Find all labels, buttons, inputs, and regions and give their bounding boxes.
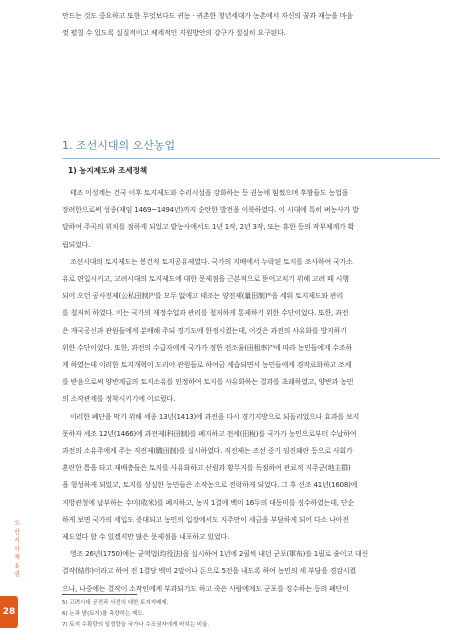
body-line: 혼란한 틈을 타고 재배층들은 토지를 사유화하고 산림과 황무지를 독점하여 관료적 지주군(地主群) [62,464,351,473]
body-line: 장려한으로써 성종(재임 1469~1494년)까지 순탄한 발전을 이룩하였다. 이 시대에 특히 벼농사가 발 [62,206,359,215]
footnote: 5) 고려시대 공전과 사전의 대한 토지지배제. [62,600,169,606]
subsection-title: 1) 농지제도와 조세정책 [68,166,148,175]
body-line: 이러한 폐단을 막기 위해 세종 13년(1413)에 과전을 다시 경기지방으로 되돌리었으나 효과를 보지 [70,412,360,421]
footnote-divider [62,594,137,595]
body-line: 영조 26년(1750)에는 균역법(均役法)을 실시하여 1년에 2필씩 내던 군포(軍布)를 1필로 줄이고 대신 [70,550,369,559]
body-line: 의 소작관계를 정착시키기에 이르렀다. [62,395,176,404]
body-line: 게 하였는데 이러한 토지개혁이 도리어 관원들로 하여금 세습되면서 농민들에게 경작료화하고 조세 [62,361,352,370]
side-label-char: 오 [14,520,20,527]
body-text [62,185,440,598]
side-label-char: 5 [15,562,19,570]
body-line: 를 철저히 하였다. 이는 국가의 재정수입과 관리를 철저하게 통제하기 위한 수단이었다. 또한, 과전 [62,309,349,318]
body-line: 태조 이성계는 건국 이후 토지제도와 수리시설을 강화하는 등 권농에 힘썼으며 후왕들도 농업을 [70,189,349,197]
body-line: 조선시대의 토지제도는 봉건적 토지공유제였다. 국가의 지배에서 누락된 토지를 조사하여 국가소 [70,257,353,266]
side-label-char: 시 [14,537,20,544]
body-line: 으나, 나중에는 결작이 소작인에게 부과되기도 하고 죽은 사람에게도 군포를 징수하는 등의 폐단이 [62,584,349,593]
intro-paragraph [62,8,440,42]
side-label-char: 제 [14,554,20,561]
body-line: 달하여 주곡의 위치를 점하게 되었고 밭농사에서도 1년 1작, 2년 3작, 또는 휴한 등의 작부체계가 확 [62,223,355,232]
body-line: 과전의 소유주에게 주는 직전제(職田制)를 실시하였다. 직전제는 조선 중기 임진왜란 등으로 사회가 [62,447,353,456]
intro-line: 껏 펼칠 수 있도록 실질적이고 체계적인 지원방안의 강구가 절실히 요구된다. [62,29,286,38]
footnote: 7) 토지 수확량의 일정량을 국가나 수조권자에게 바치는 비율. [62,622,210,628]
body-line: 위한 수단이었다. 또한, 과전의 수급자에게 국가가 정한 전조율(田租率)⁷⁾에 따라 농민들에게 수조하 [62,343,353,352]
section-divider [62,158,440,159]
book-title-vertical [13,520,21,580]
body-line: 하게 보면 국가의 세입도 증대되고 농민의 입장에서도 지주만이 세금을 부담하게 되어 다소 나아진 [62,515,349,524]
side-label-char: 산 [14,528,20,536]
body-line: 제도였다 할 수 있겠지만 많은 문제점을 내포하고 있었다. [62,533,230,542]
body-line: 못하자 세조 12년(1466)에 과전제(科田制)를 폐지하고 전세(田稅)를 국가가 농민으로부터 수납하여 [62,429,357,438]
body-line: 을 형성하게 되었고, 토지를 상실한 농민들은 소작농으로 전락하게 되었다. 그 후 선조 41년(1608)에 [62,481,358,490]
body-line: 를 받음으로써 양반계급의 토지소유를 인정하여 토지를 사유화하는 결과를 초래하였고, 양반과 농민 [62,378,354,387]
body-line: 되어 오던 공사전제(公私田制)⁵⁾를 모두 없애고 태조는 양전제(量田制)⁶⁾을 세워 토지제도와 관리 [62,292,344,301]
intro-line: 만드는 것도 중요하고 또한 무엇보다도 귀농 · 귀촌한 청년세대가 농촌에서 자신의 꿈과 재능을 마음 [62,12,353,20]
side-label-char: 사 [14,545,20,553]
footnotes [62,598,362,631]
body-line: 은 개국공신과 관원들에게 분배해 주되 경기도에 한정시켰는데, 이것은 과전의 사유화를 방지하기 [62,326,347,335]
footnote: 6) 논과 밭(토지)를 측량하는 제도. [62,611,145,617]
body-line: 결작(結作)이라고 하여 전 1결당 백미 2말이나 돈으로 5전을 내도록 하여 농민의 세 부담을 경감시켰 [62,567,356,576]
body-line: 립되었다. [62,240,91,249]
body-line: 지방관청에 납부하는 수미(收米)를 폐지하고, 농지 1결에 백미 16두의 대동미를 징수하였는데, 단순 [62,498,354,507]
section-title: 1. 조선시대의 오산농업 [62,139,176,152]
side-label-char: 권 [14,571,20,578]
body-line: 유로 편입시키고, 고려시대의 토지제도에 대한 문제점을 근본적으로 뜯어고치기 위해 고려 때 시행 [62,275,349,284]
page-number: 28 [0,596,18,628]
